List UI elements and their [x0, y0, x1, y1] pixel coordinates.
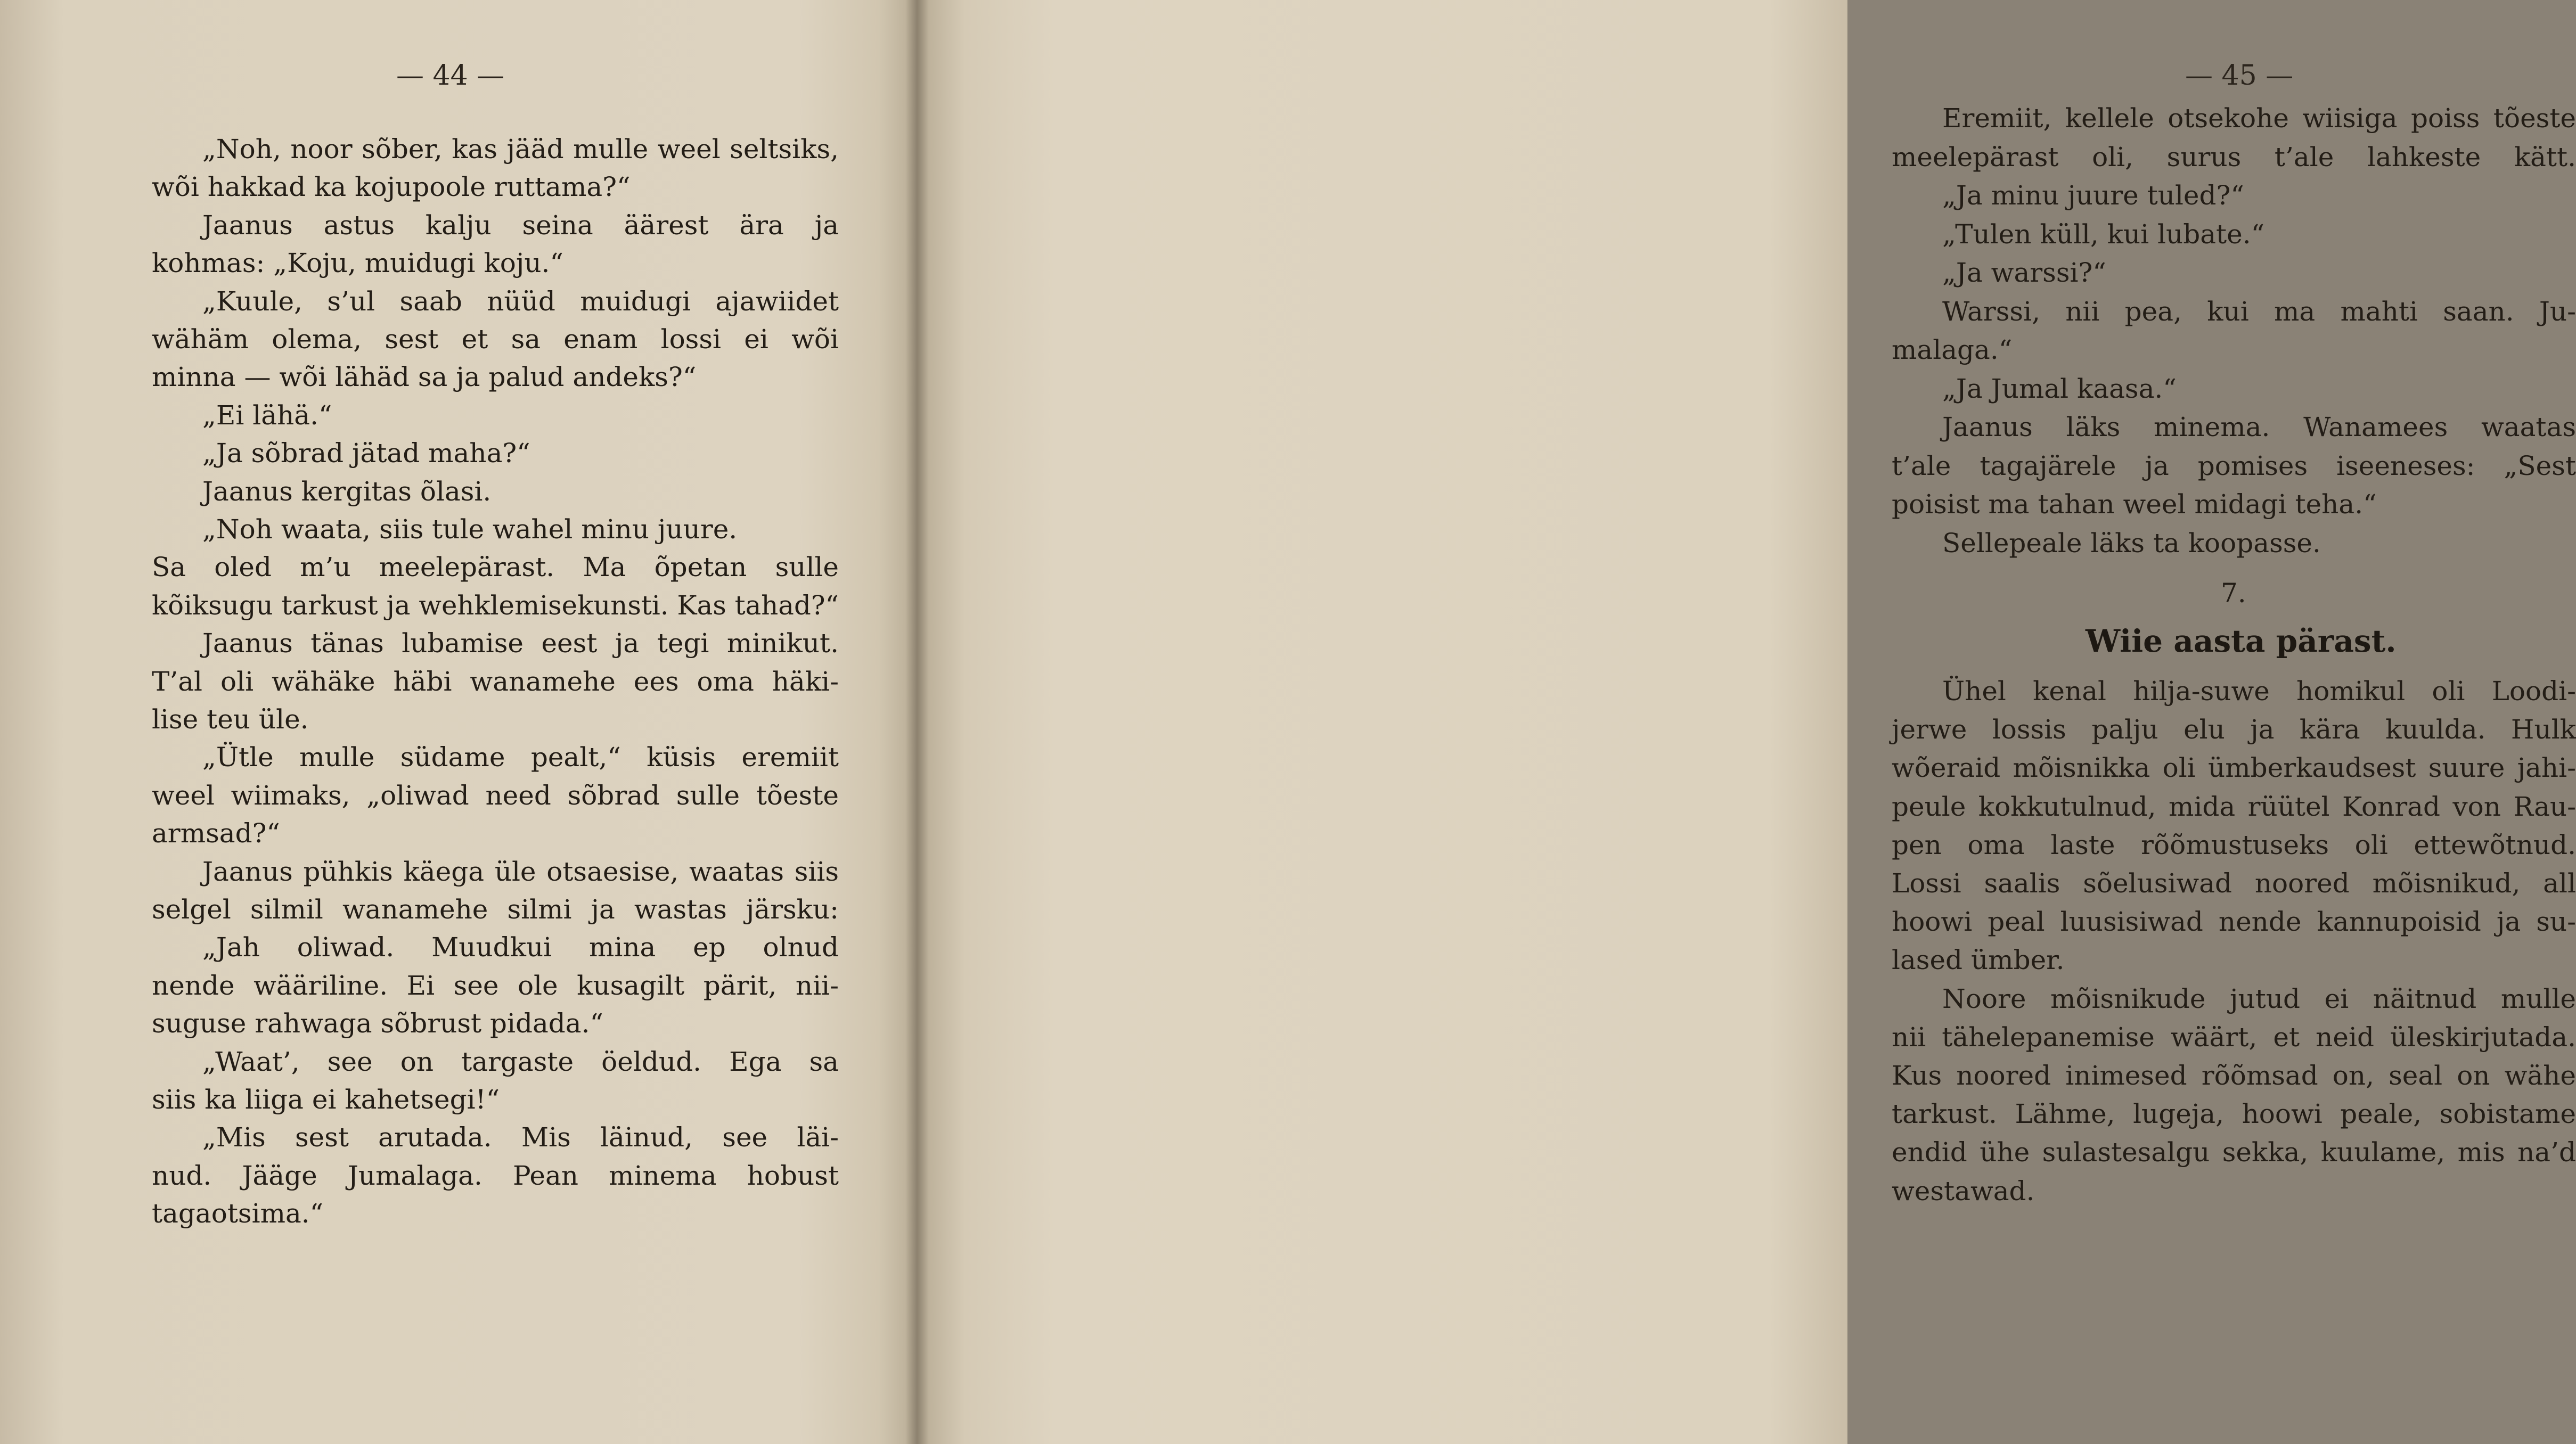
text-line: wõeraid mõisnikka oli ümberkaudsest suure jahi-: [1892, 752, 2576, 784]
text-line: minna — wõi lähäd sa ja palud andeks?“: [152, 362, 697, 393]
text-line: „Ei lähä.“: [202, 399, 332, 431]
text-line: nii tähelepanemise wäärt, et neid üleskirjutada.: [1892, 1021, 2576, 1053]
text-line: tagaotsima.“: [152, 1198, 324, 1229]
text-line: armsad?“: [152, 818, 280, 849]
text-line: Jaanus läks minema. Wanamees waatas: [1942, 412, 2576, 442]
text-line: Jaanus pühkis käega üle otsaesise, waatas siis: [202, 856, 839, 887]
text-line: „Ja sõbrad jätad maha?“: [202, 438, 530, 469]
text-line: „Ja minu juure tuled?“: [1942, 180, 2244, 211]
text-line: malaga.“: [1892, 334, 2013, 365]
text-line: Kus noored inimesed rõõmsad on, seal on wähe: [1892, 1060, 2576, 1091]
text-line: lise teu üle.: [152, 704, 309, 735]
book-gutter: [905, 0, 929, 1444]
text-line: lased ümber.: [1892, 945, 2065, 976]
text-line: hoowi peal luusisiwad nende kannupoisid ja su-: [1892, 906, 2576, 938]
text-line: „Noh waata, siis tule wahel minu juure.: [202, 514, 738, 545]
left-page: [0, 0, 917, 1444]
text-line: „Ja warssi?“: [1942, 257, 2106, 288]
text-line: „Jah oliwad. Muudkui mina ep olnud: [202, 932, 839, 963]
text-line: Lossi saalis sõelusiwad noored mõisnikud, all: [1892, 868, 2576, 899]
text-line: peule kokkutulnud, mida rüütel Konrad von Rau-: [1892, 791, 2576, 822]
text-line: wähäm olema, sest et sa enam lossi ei wõi: [152, 324, 839, 355]
text-line: „Kuule, s’ul saab nüüd muidugi ajawiidet: [202, 285, 839, 317]
text-line: Ühel kenal hilja-suwe homikul oli Loodi-: [1942, 676, 2576, 707]
text-line: westawad.: [1892, 1175, 2035, 1207]
text-line: t’ale tagajärele ja pomises iseeneses: „Sest: [1892, 450, 2576, 481]
text-line: nende wääriline. Ei see ole kusagilt pärit, nii-: [152, 970, 839, 1001]
text-line: „Tulen küll, kui lubate.“: [1942, 218, 2265, 250]
text-line: Jaanus kergitas õlasi.: [202, 475, 492, 507]
text-line: kohmas: „Koju, muidugi koju.“: [152, 248, 563, 279]
text-line: Eremiit, kellele otsekohe wiisiga poiss tõeste: [1942, 103, 2576, 134]
text-line: „Ja Jumal kaasa.“: [1942, 373, 2177, 404]
text-line: kõiksugu tarkust ja wehklemisekunsti. Kas tahad?“: [152, 589, 839, 621]
section-number: 7.: [2221, 578, 2246, 609]
text-line: „Waat’, see on targaste öeldud. Ega sa: [202, 1046, 839, 1077]
text-line: pen oma laste rõõmustuseks oli ettewõtnud.: [1892, 829, 2576, 860]
text-line: suguse rahwaga sõbrust pidada.“: [152, 1008, 604, 1039]
text-line: „Ütle mulle südame pealt,“ küsis eremiit: [202, 742, 839, 773]
text-line: Sa oled m’u meelepärast. Ma õpetan sulle: [152, 552, 839, 583]
text-line: tarkust. Lähme, lugeja, hoowi peale, sobistame: [1892, 1098, 2576, 1130]
text-line: Sellepeale läks ta koopasse.: [1942, 527, 2321, 559]
text-line: Jaanus astus kalju seina äärest ära ja: [202, 209, 839, 241]
text-line: nud. Jääge Jumalaga. Pean minema hobust: [152, 1160, 839, 1191]
text-line: jerwe lossis palju elu ja kära kuulda. Hulk: [1892, 714, 2576, 745]
right-page: [917, 0, 2576, 1444]
text-line: T’al oli wähäke häbi wanamehe ees oma häki-: [152, 666, 839, 697]
text-line: Jaanus tänas lubamise eest ja tegi minikut.: [202, 628, 839, 659]
page-number-right: — 45 —: [2185, 60, 2294, 92]
text-line: endid ühe sulastesalgu sekka, kuulame, mis na’d: [1892, 1137, 2576, 1168]
text-line: wõi hakkad ka kojupoole ruttama?“: [152, 171, 631, 203]
text-line: siis ka liiga ei kahetsegi!“: [152, 1084, 500, 1115]
text-line: „Mis sest arutada. Mis läinud, see läi-: [202, 1122, 839, 1153]
text-line: weel wiimaks, „oliwad need sõbrad sulle tõeste: [152, 780, 839, 811]
section-title: Wiie aasta pärast.: [2086, 623, 2397, 659]
text-line: meelepärast oli, surus t’ale lahkeste kätt.: [1892, 141, 2576, 173]
text-line: Warssi, nii pea, kui ma mahti saan. Ju-: [1942, 296, 2576, 327]
page-number-left: — 44 —: [396, 60, 505, 92]
text-line: Noore mõisnikude jutud ei näitnud mulle: [1942, 983, 2576, 1014]
text-line: selgel silmil wanamehe silmi ja wastas järsku:: [152, 894, 839, 925]
text-line: „Noh, noor sõber, kas jääd mulle weel seltsiks,: [202, 134, 839, 165]
text-line: poisist ma tahan weel midagi teha.“: [1892, 489, 2377, 520]
